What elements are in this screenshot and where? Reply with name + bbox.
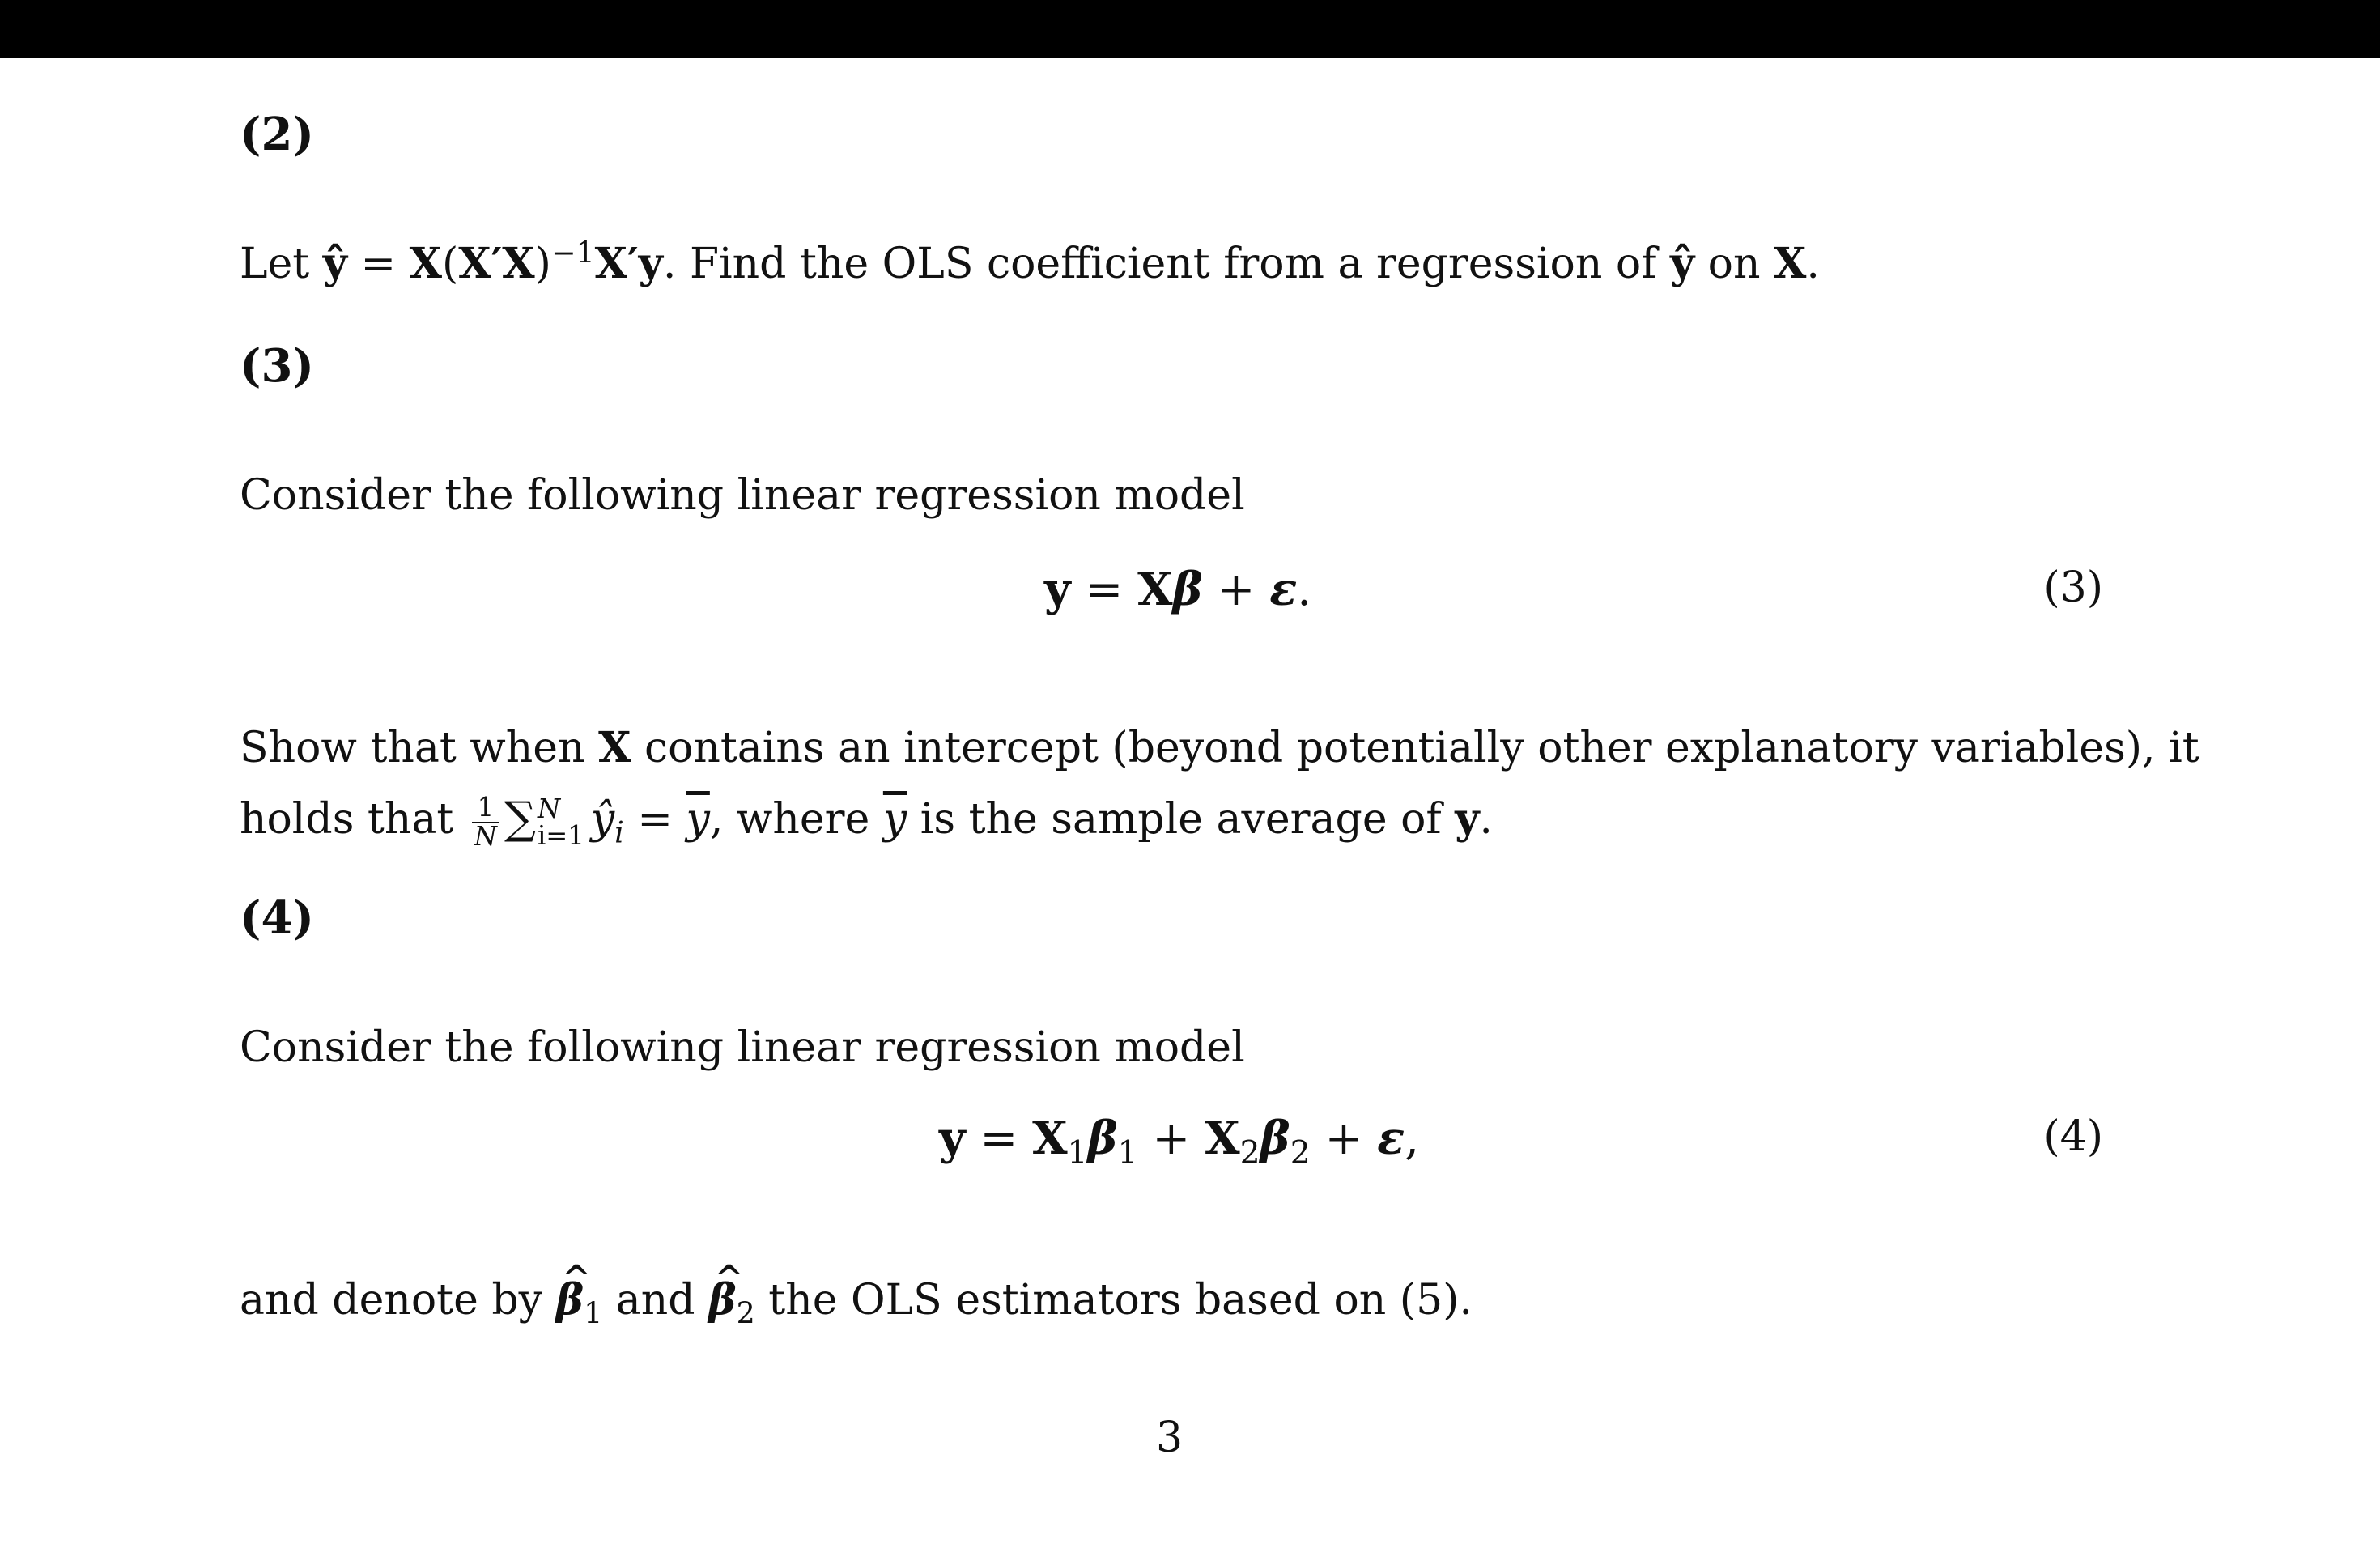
- matrix-x-symbol: X: [1774, 239, 1807, 288]
- text-run: (: [441, 240, 459, 288]
- section-heading-2: (2): [240, 108, 314, 161]
- subscript-2: 2: [736, 1295, 755, 1331]
- text-run: and: [602, 1276, 709, 1325]
- text-run: +: [1202, 563, 1270, 616]
- section-4-intro: Consider the following linear regression model: [240, 1023, 1245, 1072]
- text-run: =: [1070, 563, 1138, 616]
- text-run: is the sample average of: [907, 795, 1456, 844]
- matrix-x-symbol: X: [409, 239, 442, 288]
- text-run: .: [1806, 240, 1820, 288]
- sum-lower-limit: i=1: [537, 819, 584, 851]
- subscript-2: 2: [1290, 1135, 1311, 1172]
- section-2-text: [240, 228, 2102, 300]
- beta-symbol: β: [1172, 563, 1203, 616]
- summation-limits: [537, 793, 584, 851]
- fraction-denominator: N: [474, 820, 497, 852]
- summation-icon: ∑: [504, 792, 536, 844]
- text-run: and denote by: [240, 1276, 556, 1325]
- subscript-1: 1: [1067, 1135, 1088, 1172]
- matrix-x-symbol: X: [1137, 563, 1173, 616]
- vector-y-symbol: y: [1455, 794, 1480, 844]
- matrix-xpx-symbol: X′X: [458, 239, 535, 288]
- text-run: . Find the OLS coefficient from a regression of: [662, 240, 1670, 288]
- matrix-x2-symbol: X: [1205, 1112, 1240, 1165]
- section-4-line-1: [240, 1265, 2102, 1336]
- vector-y-symbol: y: [1044, 563, 1071, 616]
- section-3-intro: Consider the following linear regression model: [240, 471, 1245, 520]
- text-run: , where: [709, 795, 883, 844]
- section-3-line-2: [240, 782, 2102, 855]
- text-run: contains an intercept (beyond potentially other explanatory variables), it: [631, 724, 2199, 772]
- yhat-i-symbol: ŷ: [590, 795, 615, 844]
- beta2-hat-symbol: ^ β: [708, 1265, 737, 1336]
- epsilon-symbol: ε: [1377, 1112, 1405, 1165]
- equation-3: [1044, 563, 1312, 616]
- text-run: .: [1479, 795, 1493, 844]
- section-3-line-1: [240, 712, 2199, 784]
- text-run: on: [1694, 240, 1774, 288]
- document-page: [0, 58, 2380, 1548]
- matrix-x-symbol: X: [598, 723, 631, 772]
- text-run: Let: [240, 240, 323, 288]
- text-run: =: [623, 795, 686, 844]
- fraction-numerator: 1: [472, 794, 499, 823]
- section-heading-4: (4): [240, 891, 314, 945]
- text-run: ,: [1405, 1112, 1420, 1165]
- beta2-symbol: β: [1260, 1112, 1290, 1165]
- subscript-1: 1: [584, 1295, 603, 1331]
- yhat-symbol: ŷ: [1669, 239, 1695, 288]
- top-black-bar: [0, 0, 2380, 58]
- page-number: 3: [1156, 1414, 1184, 1462]
- beta1-hat-symbol: ^ β: [556, 1265, 584, 1336]
- equation-number-3: (3): [2043, 563, 2103, 612]
- text-run: ): [534, 240, 551, 288]
- epsilon-symbol: ε: [1269, 563, 1298, 616]
- ybar-symbol: $\overline{y}$: [686, 795, 710, 844]
- text-run: +: [1137, 1112, 1205, 1165]
- beta1-symbol: β: [1087, 1112, 1118, 1165]
- vector-y-symbol: y: [939, 1112, 966, 1165]
- subscript-i: i: [614, 814, 624, 850]
- text-run: =: [965, 1112, 1033, 1165]
- matrix-x1-symbol: X: [1032, 1112, 1068, 1165]
- text-run: the OLS estimators based on (5).: [754, 1276, 1473, 1325]
- fraction-one-over-n: [472, 791, 499, 852]
- text-run: holds that: [240, 795, 467, 844]
- section-heading-3: (3): [240, 339, 314, 393]
- text-run: +: [1310, 1112, 1378, 1165]
- equation-4: [939, 1112, 1420, 1172]
- matrix-xpy-symbol: X′y: [594, 239, 663, 288]
- yhat-symbol: ŷ: [322, 239, 347, 288]
- text-run: Show that when: [240, 724, 599, 772]
- sum-upper-limit: N: [537, 793, 561, 825]
- inverse-superscript: −1: [550, 235, 595, 270]
- equation-number-4: (4): [2043, 1112, 2103, 1161]
- text-run: .: [1297, 563, 1312, 616]
- subscript-1: 1: [1117, 1135, 1138, 1172]
- ybar-symbol: $\overline{y}$: [882, 795, 907, 844]
- subscript-2: 2: [1239, 1135, 1260, 1172]
- text-run: =: [346, 240, 410, 288]
